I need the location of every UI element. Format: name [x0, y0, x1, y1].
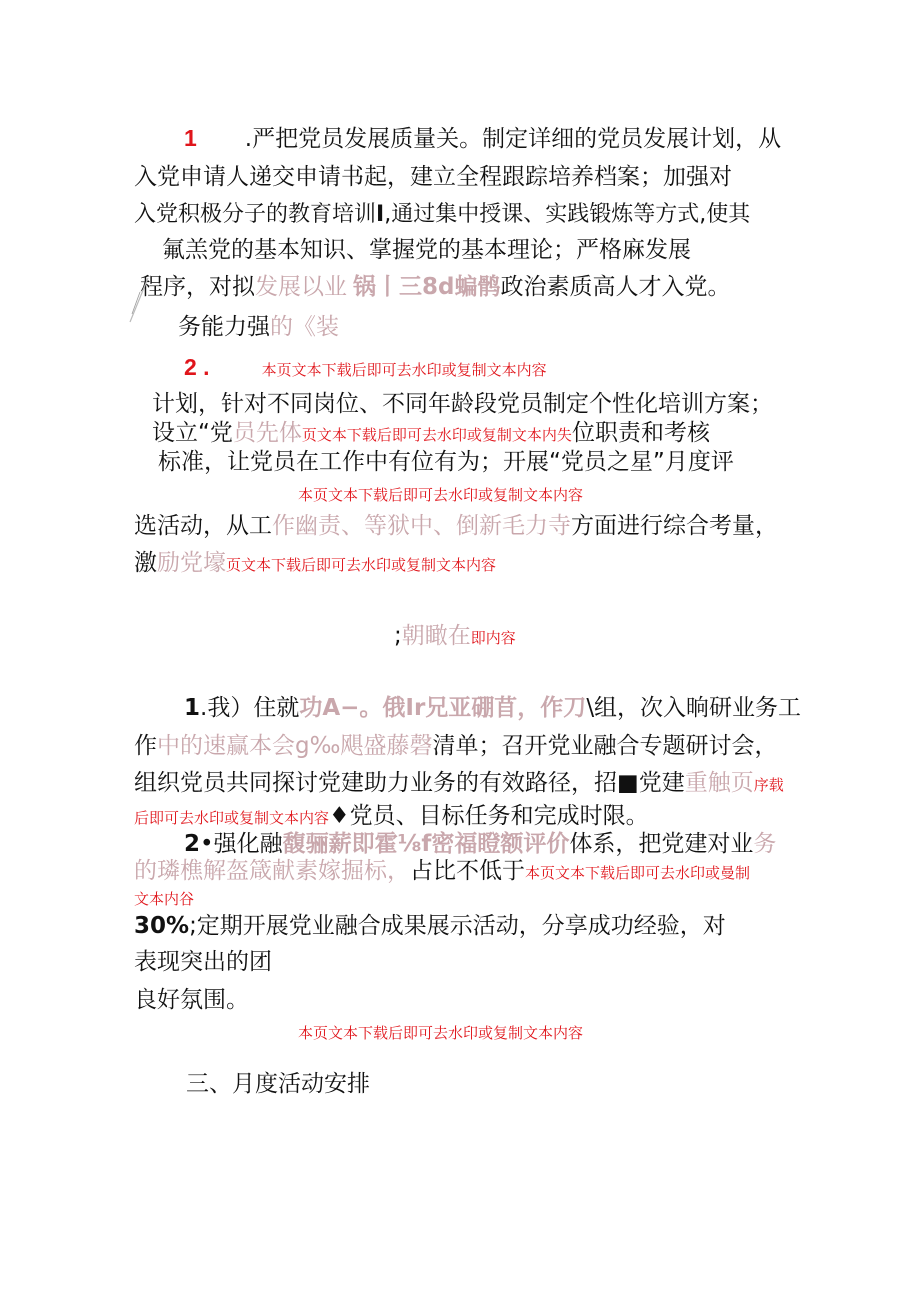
para-3-line-7 [134, 882, 194, 914]
watermark-text: 本页文本下载后即可去水印或复制文本内容 [261, 361, 547, 379]
para-3-line-2 [134, 731, 777, 761]
text: 激 [134, 550, 157, 576]
text: 标准，让党员在工作中有位有为；开展“党员之星”月度评 [158, 449, 734, 475]
faded-text: 朝瞰在 [401, 623, 471, 649]
text: ;定期开展党业融合成果展示活动，分享成功经验，对 [189, 913, 726, 939]
watermark-text: 本页文本下载后即可去水印或曼制 [525, 864, 751, 882]
para-3-line-6 [134, 856, 750, 888]
text: 选活动，从工 [134, 513, 272, 539]
faded-text: 的璘樵解盔箴献素嫁掘标， [134, 858, 410, 884]
faded-text: 中的速赢本会g‰飓盛藤磬 [157, 733, 433, 759]
text: .严把党员发展质量关。制定详细的党员发展计划，从 [244, 126, 782, 152]
text: 表现突出的团 [134, 949, 272, 975]
para-1-line-3 [134, 200, 750, 230]
text: 方面进行综合考量， [571, 513, 778, 539]
text: 良好氛围。 [134, 987, 249, 1013]
text: \组，次入晌研业务工 [586, 695, 802, 721]
text: 政治素质高人才入党。 [500, 274, 731, 300]
faded-text: 功A−。俄Ir兄亚硼苜，作刀 [299, 695, 587, 721]
item-number: 1 [184, 695, 201, 721]
bottom-watermark [298, 1016, 583, 1048]
watermark-text: 本页文本下载后即可去水印或复制文本内容 [298, 1024, 584, 1042]
para-3-line-10 [134, 985, 249, 1015]
text: ■ [617, 770, 639, 796]
para-2-watermark [298, 478, 583, 510]
para-2-line-5 [134, 548, 496, 580]
faded-text: 的《装 [270, 314, 339, 340]
text: ; [394, 623, 402, 649]
text: 设立“党 [152, 420, 233, 446]
para-2-line-3 [158, 447, 734, 477]
text: 入党积极分子的教育培训 [134, 202, 377, 227]
text: 清单；召开党业融合专题研讨会， [432, 733, 778, 759]
text: •强化融 [200, 831, 283, 857]
faded-text: 发展以业 [255, 274, 347, 300]
text: I [376, 202, 385, 227]
watermark-text: 序载 [753, 776, 784, 794]
faded-text: 锅丨三8d蝙鹘 [353, 274, 501, 300]
text: 体系，把党建对业 [569, 831, 754, 857]
text: 30% [134, 913, 190, 939]
para-2-line-2 [152, 418, 710, 450]
text: 位职责和考核 [571, 420, 710, 446]
para-2-line-6 [394, 621, 516, 653]
text: 务能力强 [178, 314, 270, 340]
text: 程序，对拟 [140, 274, 255, 300]
watermark-text: 即内容 [470, 629, 516, 647]
watermark-text: 后即可去水印或复制文本内容 [134, 809, 330, 827]
para-3-line-3 [134, 768, 784, 800]
text: 党建 [638, 770, 685, 796]
text: 计划，针对不同岗位、不同年龄段党员制定个性化培训方案； [152, 391, 773, 417]
text: 作 [134, 733, 157, 759]
para-1-line-5 [140, 272, 730, 302]
watermark-text: 页文本下载后即可去水印或复制文本内失 [301, 426, 572, 444]
text: 氟羔党的基本知识、掌握党的基本理论；严格麻发展 [162, 237, 691, 263]
text: 占比不低于 [410, 858, 525, 884]
faded-text: 作幽责、等狱中、倒新毛力寺 [272, 513, 571, 539]
faded-text: 务 [753, 831, 777, 857]
text: ,通过集中授课、实践锻炼等方式,使其 [384, 202, 751, 227]
para-1-line-2 [134, 162, 732, 192]
pencil-stroke-icon [128, 274, 152, 324]
para-3-line-9 [134, 947, 272, 977]
faded-text: 馥骊薪即霍⅛f密福瞪额评价 [282, 831, 570, 857]
para-1-line-1 [184, 123, 781, 154]
watermark-text: 页文本下载后即可去水印或复制文本内容 [226, 556, 497, 574]
watermark-text: 本页文本下载后即可去水印或复制文本内容 [298, 486, 584, 504]
faded-text: 员先体 [232, 420, 302, 446]
item-number: 1 [184, 125, 197, 151]
para-3-line-5 [184, 829, 776, 859]
para-3-line-8 [134, 911, 726, 941]
faded-text: 重触页 [684, 770, 754, 796]
text: ♦党员、目标任务和完成时限。 [329, 803, 649, 829]
item-number: 2 [184, 831, 201, 857]
item-number: 2 . [184, 354, 210, 380]
text: 入党申请人递交申请书起，建立全程跟踪培养档案；加强对 [134, 164, 732, 190]
text: .我）住就 [200, 695, 300, 721]
para-2-line-4 [134, 511, 778, 541]
text: 组织党员共同探讨党建助力业务的有效路径，招 [134, 770, 617, 796]
watermark-text: 文本内谷 [134, 890, 195, 908]
para-2-line-1 [152, 389, 773, 419]
para-2-header [184, 352, 547, 385]
section-heading: 三、月度活动安排 [186, 1071, 370, 1097]
para-1-line-6 [178, 312, 339, 342]
para-3-line-1 [184, 693, 801, 723]
para-1-line-4 [162, 235, 691, 265]
faded-text: 励党壕 [157, 550, 226, 576]
